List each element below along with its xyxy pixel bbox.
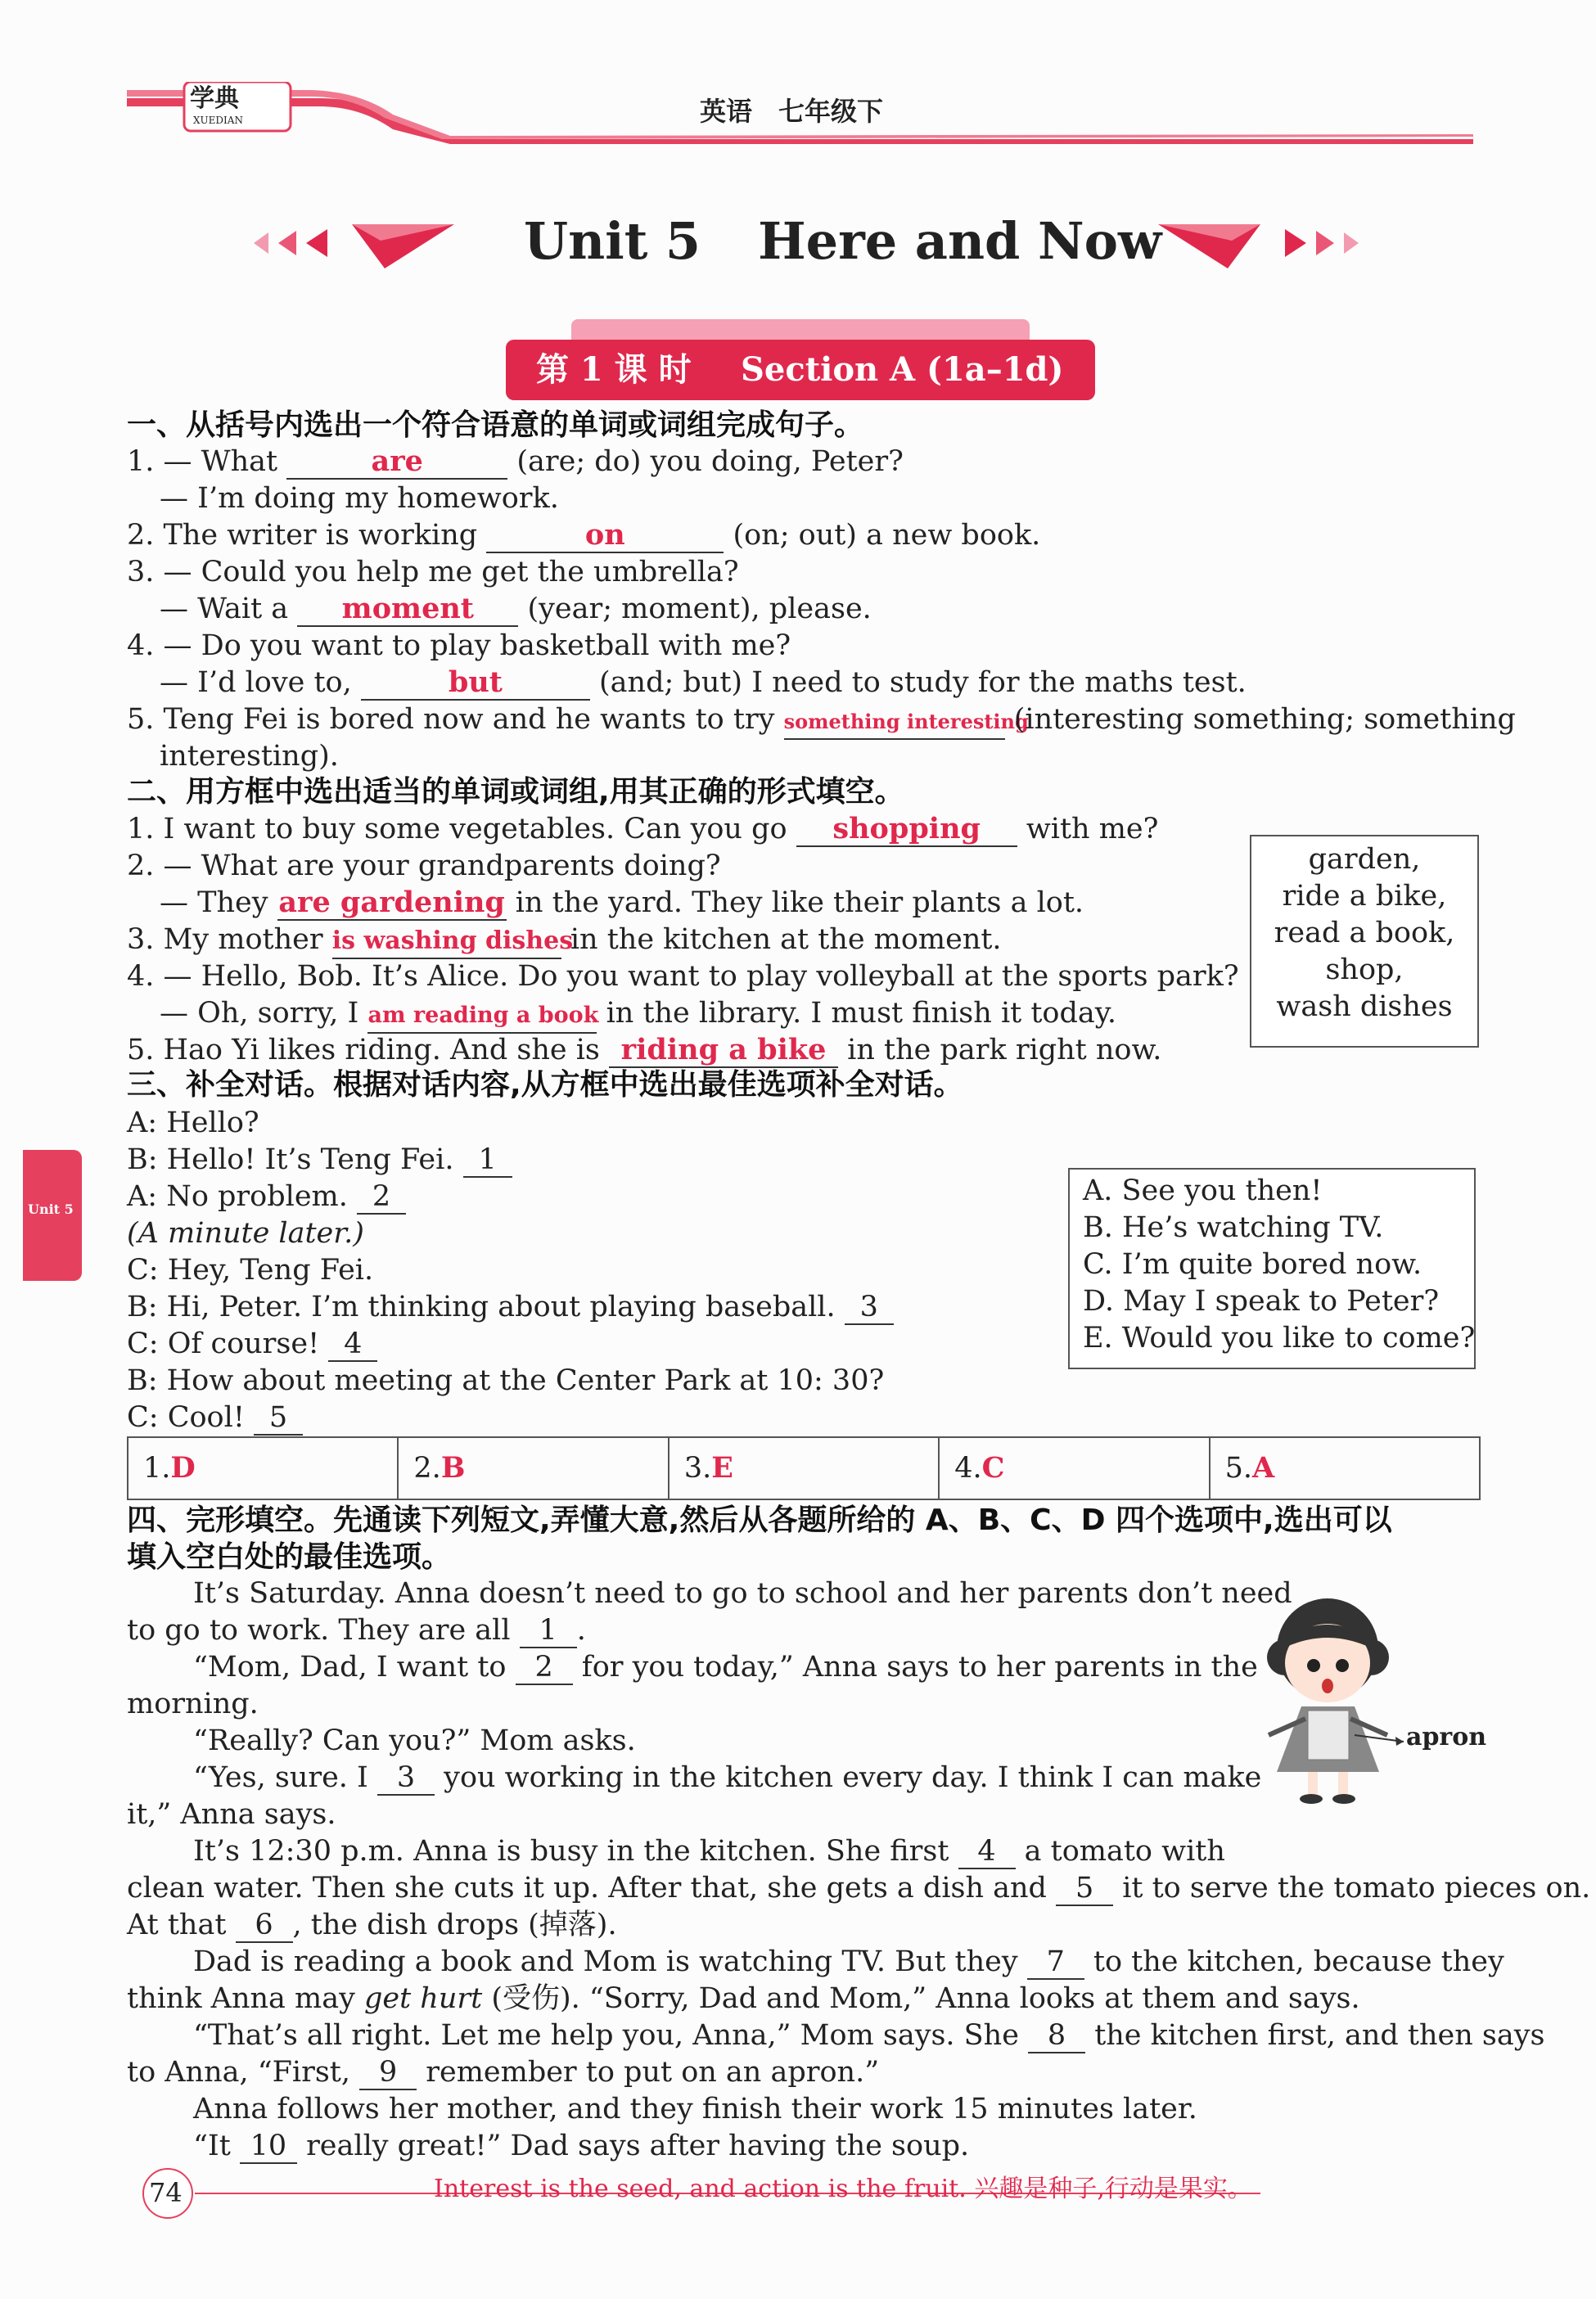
cloze-blank: 1 [520, 1614, 577, 1648]
girl-illustration [1236, 1571, 1424, 1809]
cloze-blank: 3 [377, 1761, 435, 1796]
passage-line: morning. [127, 1688, 259, 1720]
p2-q4b: — Oh, sorry, I am reading a book in the library. I must finish it today. [160, 995, 1116, 1034]
footer-motto: Interest is the seed, and action is the fruit. 兴趣是种子,行动是果实。 [434, 2175, 1252, 2203]
lesson-section: Section A (1a–1d) [741, 350, 1064, 389]
unit-title: Unit 5 Here and Now [524, 211, 1162, 271]
options-box [1068, 1168, 1476, 1369]
answer-blank: are [286, 445, 507, 480]
answer-cell: 5.A [1224, 1451, 1275, 1485]
p1-q1a: 1. — What are (are; do) you doing, Peter? [127, 444, 904, 478]
dialogue-blank: 1 [463, 1143, 512, 1178]
cloze-blank: 2 [516, 1651, 573, 1685]
dialogue-line: C: Of course! 4 [127, 1326, 377, 1363]
passage-line: think Anna may get hurt (受伤). “Sorry, Dad and Mom,” Anna looks at them and says. [127, 1982, 1360, 2015]
p2-q2b: — They are gardening in the yard. They like their plants a lot. [160, 886, 1084, 919]
dialogue-line: A: No problem. 2 [127, 1179, 406, 1215]
part3-heading: 三、补全对话。根据对话内容,从方框中选出最佳选项补全对话。 [127, 1068, 963, 1102]
dialogue-blank: 5 [254, 1401, 303, 1436]
lesson-label: 第 1 课 时 [536, 350, 692, 389]
cloze-blank: 7 [1027, 1945, 1084, 1980]
answer-blank: but [361, 666, 590, 701]
cloze-blank: 10 [240, 2130, 297, 2164]
answer-cell: 3.E [670, 1438, 940, 1499]
word-box-item: shop, [1325, 953, 1404, 986]
dialogue-line: B: Hello! It’s Teng Fei. 1 [127, 1142, 512, 1179]
passage-line: “Really? Can you?” Mom asks. [193, 1724, 636, 1757]
p1-q5: 5. Teng Fei is bored now and he wants to try something interesting (interesting something; something [127, 701, 1516, 740]
passage-line: “Yes, sure. I 3 you working in the kitchen every day. I think I can make [193, 1761, 1262, 1794]
p2-q1: 1. I want to buy some vegetables. Can you go shopping with me? [127, 812, 1159, 845]
answer-blank: are gardening [278, 886, 505, 919]
passage-line: to go to work. They are all 1 . [127, 1614, 586, 1647]
p2-q4a: 4. — Hello, Bob. It’s Alice. Do you want to play volleyball at the sports park? [127, 960, 1239, 993]
right-arrows-icon [1146, 214, 1367, 272]
cloze-blank: 8 [1028, 2019, 1085, 2053]
dialogue-blank: 2 [357, 1180, 406, 1215]
passage-line: “It 10 really great!” Dad says after having the soup. [193, 2130, 970, 2162]
cloze-blank: 5 [1056, 1872, 1113, 1906]
part4-heading-1: 四、完形填空。先通读下列短文,弄懂大意,然后从各题所给的 A、B、C、D 四个选项中,选出可以 [127, 1503, 1392, 1537]
word-box-item: garden, [1308, 843, 1421, 876]
left-arrows-icon [246, 214, 467, 272]
dialogue-line: C: Cool! 5 [127, 1400, 303, 1436]
cloze-blank: 4 [958, 1835, 1016, 1869]
p1-q4b: — I’d love to, but (and; but) I need to study for the maths test. [160, 665, 1247, 699]
part1-heading: 一、从括号内选出一个符合语意的单词或词组完成句子。 [127, 408, 864, 442]
answer-table [127, 1436, 1481, 1500]
answer-blank: on [486, 519, 724, 553]
option-item: A. See you then! [1083, 1174, 1323, 1207]
dialogue-line: A: Hello? [127, 1107, 259, 1139]
answer-cell: 4.C [940, 1438, 1210, 1499]
answer-cell: 2.B [399, 1438, 669, 1499]
dialogue-blank: 4 [328, 1328, 377, 1362]
p1-q1b: — I’m doing my homework. [160, 482, 559, 515]
option-item: E. Would you like to come? [1083, 1322, 1476, 1355]
p2-q5: 5. Hao Yi likes riding. And she is riding a bike in the park right now. [127, 1033, 1162, 1066]
cloze-blank: 9 [359, 2056, 417, 2090]
logo-en: XUEDIAN [193, 115, 243, 126]
word-box-item: wash dishes [1276, 990, 1453, 1023]
passage-line: “Mom, Dad, I want to 2 for you today,” Anna says to her parents in the [193, 1651, 1258, 1684]
p1-q2: 2. The writer is working on (on; out) a new book. [127, 518, 1041, 552]
p1-q4a: 4. — Do you want to play basketball with me? [127, 629, 791, 662]
p1-q5c: interesting). [160, 740, 339, 773]
answer-blank: something interesting [784, 705, 1005, 740]
answer-blank: am reading a book [367, 999, 597, 1034]
word-box-item: ride a bike, [1282, 880, 1447, 913]
word-box-item: read a book, [1274, 917, 1455, 949]
option-item: C. I’m quite bored now. [1083, 1248, 1422, 1281]
p2-q2a: 2. — What are your grandparents doing? [127, 850, 721, 882]
part2-heading: 二、用方框中选出适当的单词或词组,用其正确的形式填空。 [127, 775, 904, 809]
answer-blank: riding a bike [609, 1034, 838, 1068]
p2-q3: 3. My mother is washing dishes in the kitchen at the moment. [127, 922, 1002, 959]
word-box [1250, 835, 1479, 1048]
passage-line: it,” Anna says. [127, 1798, 336, 1831]
passage-line: clean water. Then she cuts it up. After that, she gets a dish and 5 it to serve the tomato pieces on. [127, 1872, 1591, 1905]
option-item: B. He’s watching TV. [1083, 1211, 1384, 1244]
answer-blank: moment [297, 593, 518, 627]
dialogue-line: C: Hey, Teng Fei. [127, 1254, 374, 1287]
passage-line: Dad is reading a book and Mom is watching TV. But they 7 to the kitchen, because they [193, 1945, 1504, 1978]
p1-q3b: — Wait a moment (year; moment), please. [160, 592, 872, 625]
page-number: 74 [149, 2177, 183, 2208]
logo-cn: 学典 [190, 84, 239, 113]
passage-line: At that 6 , the dish drops (掉落). [127, 1909, 617, 1941]
dialogue-line: B: How about meeting at the Center Park at 10: 30? [127, 1364, 885, 1397]
answer-blank: shopping [796, 813, 1017, 847]
dialogue-blank: 3 [845, 1291, 894, 1325]
passage-line: It’s Saturday. Anna doesn’t need to go to school and her parents don’t need [193, 1577, 1292, 1610]
option-item: D. May I speak to Peter? [1083, 1285, 1440, 1318]
dialogue-line: B: Hi, Peter. I’m thinking about playing baseball. 3 [127, 1289, 894, 1326]
book-title: 英语 七年级下 [700, 96, 884, 127]
dialogue-line: (A minute later.) [127, 1217, 364, 1250]
cloze-blank: 6 [236, 1909, 293, 1943]
passage-line: It’s 12:30 p.m. Anna is busy in the kitchen. She first 4 a tomato with [193, 1835, 1225, 1868]
answer-blank: is washing dishes [332, 925, 561, 959]
passage-line: “That’s all right. Let me help you, Anna,” Mom says. She 8 the kitchen first, and then says [193, 2019, 1545, 2052]
side-tab-label: Unit 5 [28, 1201, 74, 1217]
answer-cell: 1.D [128, 1438, 399, 1499]
part4-heading-2: 填入空白处的最佳选项。 [127, 1540, 452, 1574]
apron-label: apron [1406, 1723, 1487, 1751]
passage-line: Anna follows her mother, and they finish their work 15 minutes later. [193, 2093, 1197, 2125]
passage-line: to Anna, “First, 9 remember to put on an apron.” [127, 2056, 880, 2089]
p1-q3a: 3. — Could you help me get the umbrella? [127, 556, 739, 588]
